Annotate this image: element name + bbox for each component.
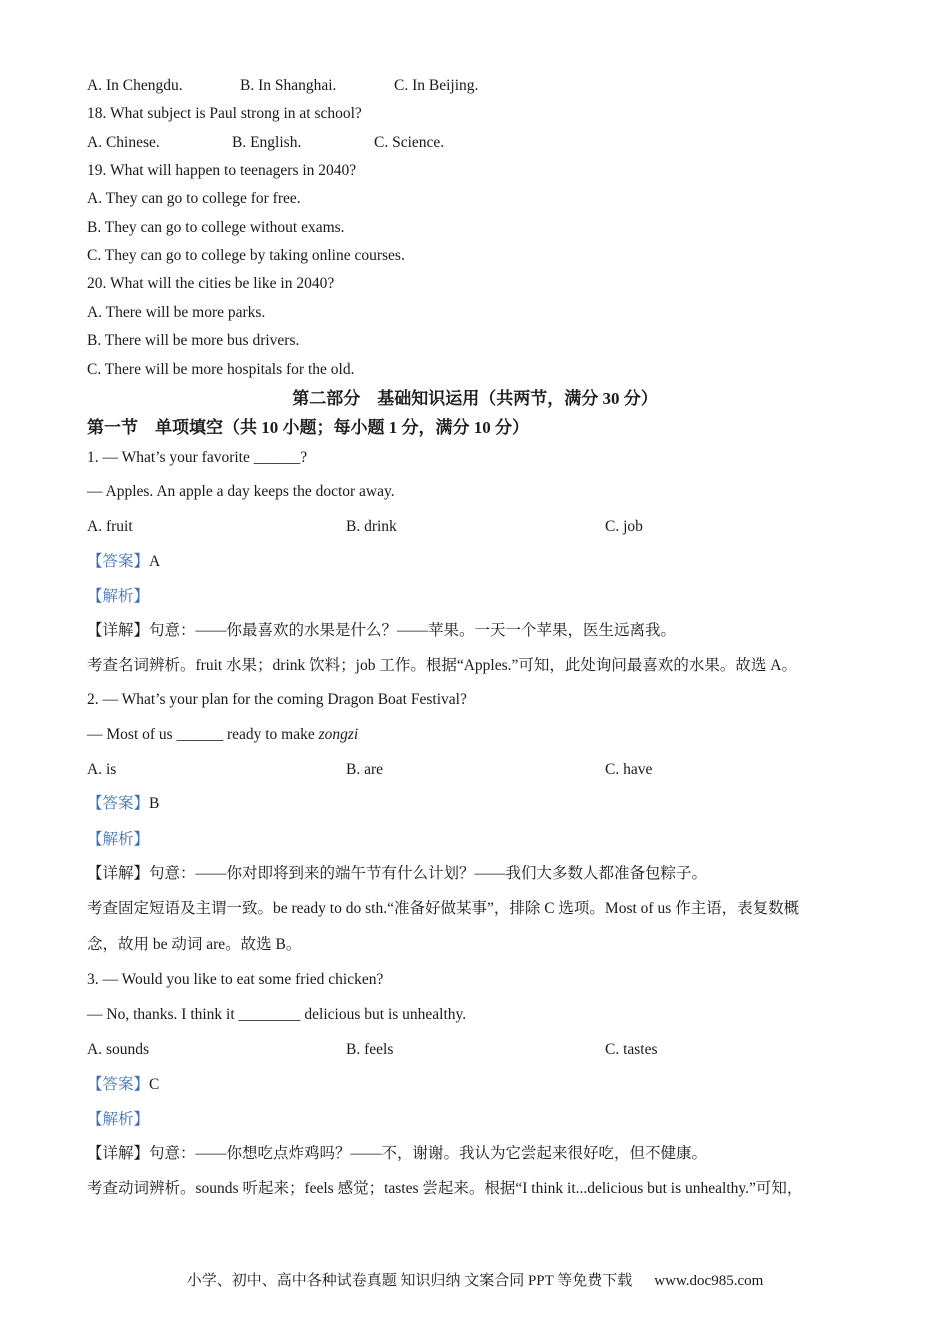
q18-option-c: C. Science. bbox=[374, 134, 445, 151]
question-2-option-c: C. have bbox=[605, 761, 653, 778]
footer-text: 小学、初中、高中各种试卷真题 知识归纳 文案合同 PPT 等免费下载 bbox=[186, 1273, 633, 1289]
footer-url[interactable]: www.doc985.com bbox=[654, 1273, 764, 1289]
q19-option-a: A. They can go to college for free. bbox=[87, 190, 301, 207]
reply-italic-word: zongzi bbox=[318, 726, 359, 743]
question-3-option-c: C. tastes bbox=[605, 1041, 658, 1058]
question-2-explain-line2: 念，故用 be 动词 are。故选 B。 bbox=[87, 936, 302, 953]
question-3-answer bbox=[87, 1075, 159, 1095]
question-1-explain: 考查名词辨析。fruit 水果；drink 饮料；job 工作。根据“Apples.”可知，此处询问最喜欢的水果。故选 A。 bbox=[87, 657, 797, 674]
part2-title: 第二部分 基础知识运用（共两节，满分 30 分） bbox=[292, 389, 658, 408]
question-3-option-a: A. sounds bbox=[87, 1041, 150, 1058]
answer-tag: 【答案】 bbox=[87, 1076, 150, 1093]
question-3-explain: 考查动词辨析。sounds 听起来；feels 感觉；tastes 尝起来。根据“I think it...delicious but is unhealthy.”可知， bbox=[87, 1180, 803, 1197]
q20-option-a: A. There will be more parks. bbox=[87, 304, 266, 321]
question-2-detail bbox=[87, 864, 707, 884]
q18-option-b: B. English. bbox=[232, 134, 302, 151]
detail-tag: 【详解】 bbox=[87, 622, 150, 639]
question-3-text: 3. — Would you like to eat some fried chicken? bbox=[87, 971, 384, 988]
question-1-detail bbox=[87, 621, 676, 641]
question-1-analysis-tag: 【解析】 bbox=[87, 588, 150, 605]
q20-option-b: B. There will be more bus drivers. bbox=[87, 332, 300, 349]
q17-option-b: B. In Shanghai. bbox=[240, 77, 337, 94]
question-2-explain-line1: 考查固定短语及主谓一致。be ready to do sth.“准备好做某事”，排除 C 选项。Most of us 作主语，表复数概 bbox=[87, 900, 800, 917]
question-3-option-b: B. feels bbox=[346, 1041, 394, 1058]
question-1-text: 1. — What’s your favorite ______? bbox=[87, 449, 308, 466]
q17-option-a: A. In Chengdu. bbox=[87, 77, 183, 94]
question-1-reply: — Apples. An apple a day keeps the doctor away. bbox=[87, 483, 395, 500]
q19-text: 19. What will happen to teenagers in 2040? bbox=[87, 162, 357, 179]
question-2-text: 2. — What’s your plan for the coming Dragon Boat Festival? bbox=[87, 691, 467, 708]
q18-text: 18. What subject is Paul strong in at school? bbox=[87, 105, 362, 122]
q20-text: 20. What will the cities be like in 2040? bbox=[87, 275, 335, 292]
question-2-option-a: A. is bbox=[87, 761, 117, 778]
question-2-analysis-tag: 【解析】 bbox=[87, 831, 150, 848]
detail-text: 句意：——你想吃点炸鸡吗？——不，谢谢。我认为它尝起来很好吃，但不健康。 bbox=[149, 1145, 708, 1162]
detail-tag: 【详解】 bbox=[87, 865, 150, 882]
question-1-option-b: B. drink bbox=[346, 518, 397, 535]
q17-option-c: C. In Beijing. bbox=[394, 77, 479, 94]
detail-text: 句意：——你对即将到来的端午节有什么计划？——我们大多数人都准备包粽子。 bbox=[149, 865, 708, 882]
q19-option-c: C. They can go to college by taking online courses. bbox=[87, 247, 405, 264]
q19-option-b: B. They can go to college without exams. bbox=[87, 219, 345, 236]
question-3-detail bbox=[87, 1144, 707, 1164]
question-3-reply: — No, thanks. I think it ________ delicious but is unhealthy. bbox=[87, 1006, 467, 1023]
answer-value: B bbox=[149, 795, 160, 812]
question-2-option-b: B. are bbox=[346, 761, 384, 778]
detail-text: 句意：——你最喜欢的水果是什么？——苹果。一天一个苹果，医生远离我。 bbox=[149, 622, 677, 639]
question-2-answer bbox=[87, 794, 159, 814]
question-1-option-c: C. job bbox=[605, 518, 643, 535]
answer-tag: 【答案】 bbox=[87, 553, 150, 570]
section1-title: 第一节 单项填空（共 10 小题；每小题 1 分，满分 10 分） bbox=[87, 418, 529, 437]
question-1-answer bbox=[87, 552, 160, 572]
q20-option-c: C. There will be more hospitals for the old. bbox=[87, 361, 355, 378]
answer-value: C bbox=[149, 1076, 160, 1093]
page-footer bbox=[0, 1269, 950, 1290]
question-1-option-a: A. fruit bbox=[87, 518, 133, 535]
question-3-analysis-tag: 【解析】 bbox=[87, 1111, 150, 1128]
question-2-reply bbox=[87, 725, 358, 745]
answer-value: A bbox=[149, 553, 161, 570]
q18-option-a: A. Chinese. bbox=[87, 134, 160, 151]
detail-tag: 【详解】 bbox=[87, 1145, 150, 1162]
reply-text: — Most of us ______ ready to make bbox=[87, 726, 319, 743]
answer-tag: 【答案】 bbox=[87, 795, 150, 812]
